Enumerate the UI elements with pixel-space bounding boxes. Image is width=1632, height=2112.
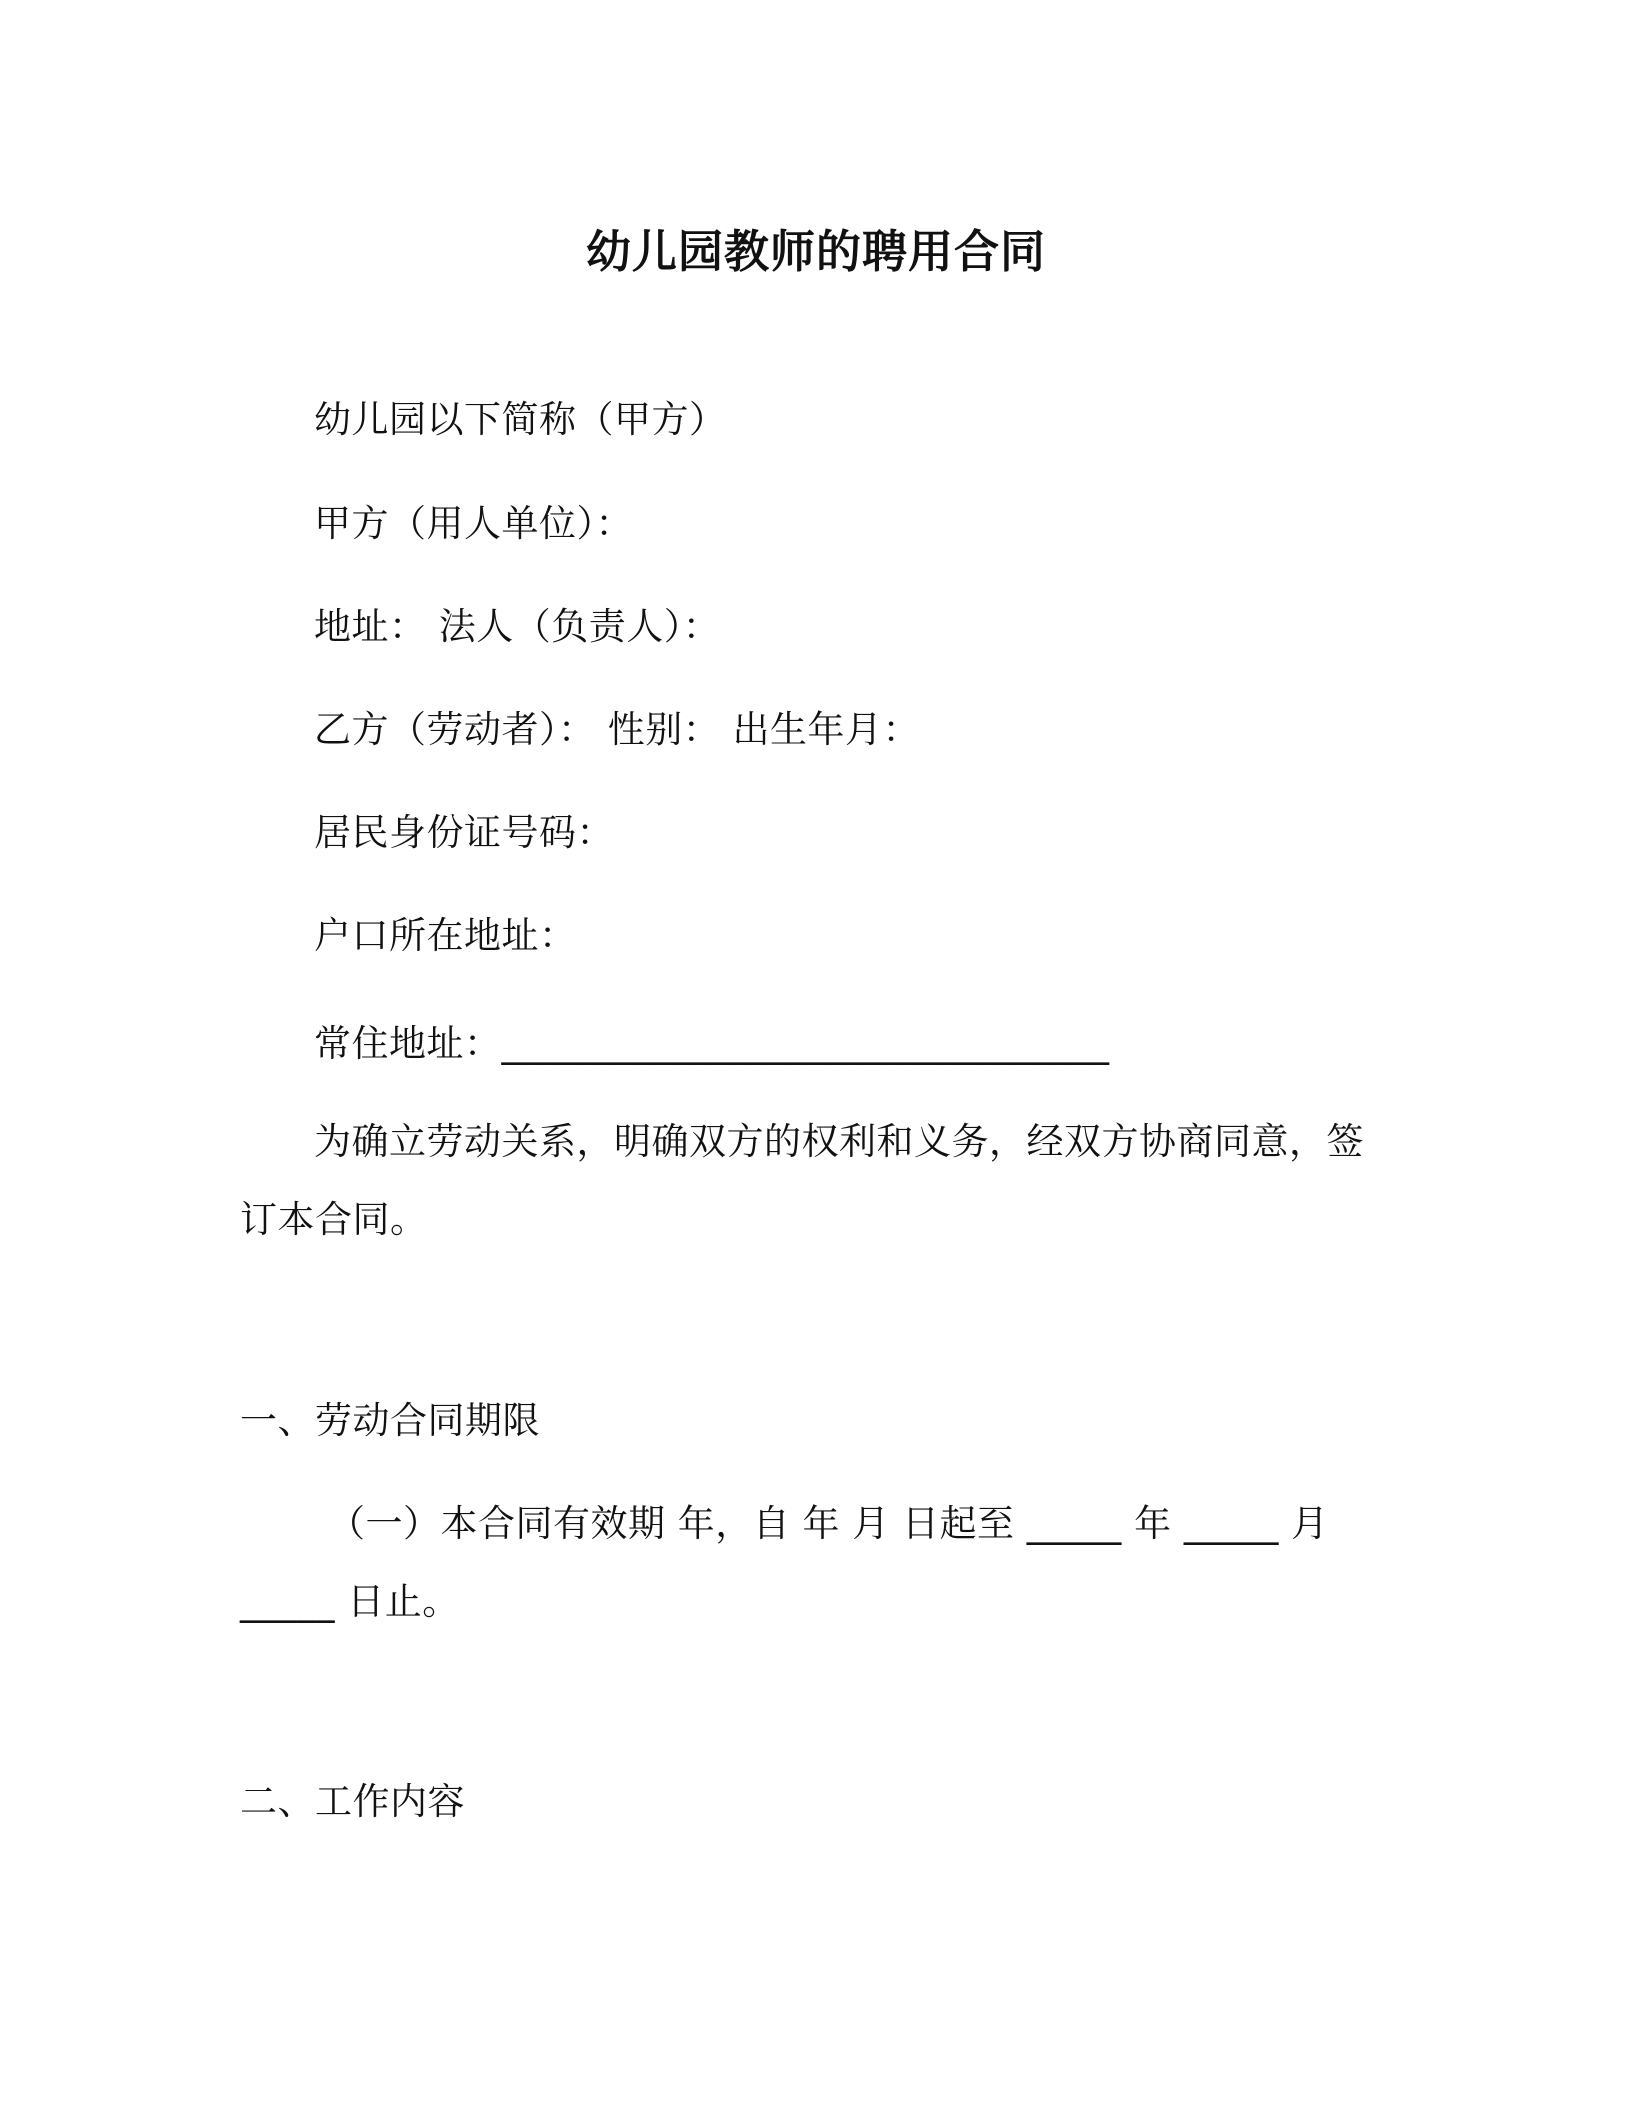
household-address-line: 户口所在地址： xyxy=(314,914,577,957)
purpose-paragraph-line-2: 订本合同。 xyxy=(240,1198,428,1241)
id-number-line: 居民身份证号码： xyxy=(314,811,614,854)
contract-term-clause-line-1: （一）本合同有效期 年，自 年 月 日起至 _____ 年 _____ 月 xyxy=(328,1502,1329,1545)
party-b-worker-line: 乙方（劳动者）： 性别： 出生年月： xyxy=(314,708,921,751)
section-1-heading: 一、劳动合同期限 xyxy=(240,1399,540,1442)
document-title: 幼儿园教师的聘用合同 xyxy=(585,225,1046,278)
section-2-heading: 二、工作内容 xyxy=(240,1780,465,1823)
party-a-employer-line: 甲方（用人单位）： xyxy=(314,502,633,545)
address-legal-rep-line: 地址： 法人（负责人）： xyxy=(314,605,721,648)
residential-address-line: 常住地址：________________________________ xyxy=(314,1022,1110,1065)
purpose-paragraph-line-1: 为确立劳动关系，明确双方的权利和义务，经双方协商同意，签 xyxy=(314,1120,1364,1163)
contract-term-clause-line-2: _____ 日止。 xyxy=(240,1580,460,1623)
party-a-short-name-line: 幼儿园以下简称（甲方） xyxy=(314,398,727,441)
